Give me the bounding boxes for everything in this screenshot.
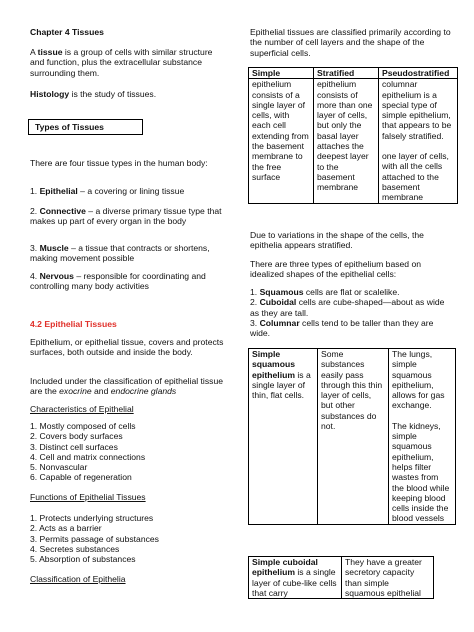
list-item: 5. Absorption of substances <box>30 554 136 565</box>
list-item: 6. Capable of regeneration <box>30 472 132 483</box>
list-item: 3. Permits passage of substances <box>30 533 159 544</box>
characteristics-list <box>30 421 226 483</box>
cell-paragraph: one layer of cells, with all the cells attached to the basement membrane <box>382 151 449 203</box>
tissue-type-item: 3. Muscle – a tissue that contracts or shortens, making movement possible <box>30 243 210 264</box>
list-item: 3. Distinct cell surfaces <box>30 441 118 452</box>
list-item: 2. Acts as a barrier <box>30 523 102 534</box>
table-header: Simple <box>249 68 314 79</box>
stratified-note: Due to variations in the shape of the cells, the epithelia appears stratified. <box>250 230 424 251</box>
table-cell: epithelium consists of a single layer of cells, with each cell extending from the basement membrane to the free surface <box>249 79 314 203</box>
squamous-table <box>248 348 456 525</box>
classification-heading: Classification of Epithelia <box>30 574 126 584</box>
list-item: 4. Cell and matrix connections <box>30 451 146 462</box>
table-cell: epithelium consists of more than one layer of cells, but only the basal layer attaches the deepest layer to the basement membrane <box>314 79 379 203</box>
table-cell: Simple cuboidal epithelium is a single layer of cube-like cells that carry <box>249 557 342 599</box>
list-item: 1. Protects underlying structures <box>30 513 154 523</box>
list-item: 4. Secretes substances <box>30 543 120 554</box>
table-cell: They have a greater secretory capacity than simple squamous epithelial <box>342 557 434 599</box>
epithelium-intro: Epithelium, or epithelial tissue, covers and protects surfaces, both outside and inside the body. <box>30 337 224 358</box>
cell-paragraph: The lungs, simple squamous epithelium, allows for gas exchange. <box>392 349 445 411</box>
list-item: 2. Cuboidal cells are cube-shaped—about as wide as they are tall. <box>250 297 445 318</box>
four-types-intro: There are four tissue types in the human body: <box>30 158 208 168</box>
tissue-type-item: 1. Epithelial – a covering or lining tissue <box>30 186 185 196</box>
table-cell: Simple squamous epithelium is a single layer of thin, flat cells. <box>249 349 318 525</box>
types-of-tissues-box <box>28 119 143 135</box>
table-cell: Some substances easily pass through this thin layer of cells, but other substances do not. <box>318 349 389 525</box>
list-item: 1. Squamous cells are flat or scalelike. <box>250 287 400 297</box>
section-heading: 4.2 Epithelial Tissues <box>30 319 117 329</box>
list-item: 5. Nonvascular <box>30 462 88 473</box>
list-item: 3. Columnar cells tend to be taller than they are wide. <box>250 317 434 339</box>
cell-paragraph: columnar epithelium is a special type of simple epithelium, that appears to be falsely stratified. <box>382 79 452 141</box>
cuboidal-table <box>248 556 434 599</box>
layers-table <box>248 67 458 204</box>
classification-text: Included under the classification of epithelial tissue are the exocrine and endocrine glands <box>30 376 223 397</box>
functions-list <box>30 513 226 564</box>
classified-intro: Epithelial tissues are classified primarily according to the number of cell layers and the shape of the superficial cells. <box>250 27 451 58</box>
three-shapes-intro: There are three types of epithelium based on idealized shapes of the epithelial cells: <box>250 259 422 280</box>
cell-paragraph: The kidneys, simple squamous epithelium, helps filter wastes from the blood while keeping blood cells inside the blood vessels <box>392 420 450 524</box>
chapter-title: Chapter 4 Tissues <box>30 27 104 37</box>
histology-definition: Histology is the study of tissues. <box>30 89 157 99</box>
functions-heading: Functions of Epithelial Tissues <box>30 492 146 502</box>
tissue-type-item: 2. Connective – a diverse primary tissue type that makes up part of every organ in the body <box>30 206 222 227</box>
list-item: 2. Covers body surfaces <box>30 431 123 442</box>
list-item: 1. Mostly composed of cells <box>30 421 136 431</box>
shapes-list <box>250 287 454 338</box>
types-of-tissues-label: Types of Tissues <box>35 122 104 132</box>
tissue-definition: A tissue is a group of cells with similar structure and function, plus the extracellular substance surrounding them. <box>30 47 213 78</box>
table-header: Stratified <box>314 68 379 79</box>
table-cell <box>379 79 458 203</box>
characteristics-heading: Characteristics of Epithelial <box>30 404 134 414</box>
table-cell <box>389 349 456 525</box>
tissue-type-item: 4. Nervous – responsible for coordinating and controlling many body activities <box>30 271 206 292</box>
table-header: Pseudostratified <box>379 68 458 79</box>
